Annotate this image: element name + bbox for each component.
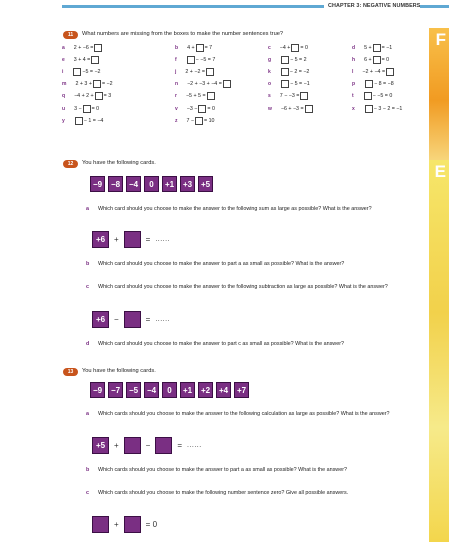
answer-dots[interactable]: ...... xyxy=(155,316,171,323)
answer-box[interactable] xyxy=(305,105,313,113)
card: +6 xyxy=(92,231,109,248)
item-letter: s xyxy=(268,93,271,100)
answer-box[interactable] xyxy=(365,105,373,113)
expression-after: − 2 = −2 xyxy=(289,69,310,76)
card-row xyxy=(90,176,213,192)
expression-before: −2 + −3 + −4 = xyxy=(187,81,222,88)
answer-box[interactable] xyxy=(95,92,103,100)
item-letter: w xyxy=(268,105,272,112)
side-tab-e: E xyxy=(429,160,449,542)
expression-before: 3 + 4 = xyxy=(73,57,91,64)
number-card: −4 xyxy=(126,176,141,192)
expression-after: = 0 xyxy=(381,57,390,64)
expression-before: 7 − −3 = xyxy=(279,93,300,100)
answer-dots[interactable]: ...... xyxy=(187,442,202,449)
blank-card[interactable] xyxy=(92,516,109,533)
number-card: −9 xyxy=(90,176,105,192)
expression-after: − −5 = 7 xyxy=(195,57,216,64)
equation-a xyxy=(92,231,170,248)
exercise-item-m xyxy=(62,80,113,88)
equals: = xyxy=(177,441,183,450)
chapter-title: CHAPTER 3: NEGATIVE NUMBERS xyxy=(328,3,421,9)
answer-box[interactable] xyxy=(386,68,394,76)
blank-card[interactable] xyxy=(124,231,141,248)
item-letter: o xyxy=(268,81,272,88)
answer-box[interactable] xyxy=(281,80,289,88)
expression-before: 4 + xyxy=(187,45,195,51)
item-letter: j xyxy=(175,69,177,76)
equation-a xyxy=(92,437,202,454)
item-letter: f xyxy=(175,57,177,64)
part-d: d Which card should you choose to make the answer to part c as small as possible? What is the answer? xyxy=(86,341,344,347)
answer-box[interactable] xyxy=(75,117,83,125)
exercise-item-t xyxy=(352,92,392,100)
number-card: +2 xyxy=(198,382,213,398)
part-c: c Which cards should you choose to make the following number sentence zero? Give all possible answers. xyxy=(86,490,349,496)
answer-box[interactable] xyxy=(93,80,101,88)
item-letter: u xyxy=(62,105,66,112)
expression-before: 2 + −6 = xyxy=(73,45,94,51)
expression-before: −4 + xyxy=(279,45,291,51)
exercise-item-e xyxy=(62,56,100,64)
part-b: b Which cards should you choose to make the answer to part a as small as possible? What is the answer? xyxy=(86,467,347,473)
expression-after: − 5 = −1 xyxy=(290,81,310,88)
question-text: You have the following cards. xyxy=(82,160,156,166)
expression-before: 2 + 3 + xyxy=(75,81,92,88)
answer-box[interactable] xyxy=(198,105,206,113)
blank-card[interactable] xyxy=(124,516,141,533)
expression-before: 5 + xyxy=(364,45,372,51)
question-badge: 12 xyxy=(63,160,78,168)
exercise-item-n xyxy=(175,80,232,88)
item-letter: g xyxy=(268,57,272,64)
expression-after: = 0 xyxy=(300,45,308,51)
blank-card[interactable] xyxy=(124,311,141,328)
answer-box[interactable] xyxy=(223,80,231,88)
exercise-item-f xyxy=(175,56,215,64)
number-card: −5 xyxy=(126,382,141,398)
item-letter: a xyxy=(62,45,65,51)
blank-card[interactable] xyxy=(124,437,141,454)
number-card: +5 xyxy=(198,176,213,192)
answer-box[interactable] xyxy=(196,44,204,52)
blank-card[interactable] xyxy=(155,437,172,454)
exercise-item-i xyxy=(62,68,101,76)
equation-c xyxy=(92,516,157,533)
answer-box[interactable] xyxy=(364,92,372,100)
part-c: c Which card should you choose to make the answer to the following subtraction as large as possible? What is the answer? xyxy=(86,284,388,290)
number-card: −7 xyxy=(108,382,123,398)
side-tab-f: F xyxy=(429,28,449,100)
expression-after: − 5 = 2 xyxy=(290,57,307,64)
expression-before: 6 + xyxy=(364,57,372,64)
item-letter: d xyxy=(352,45,356,51)
exercise-item-p xyxy=(352,80,394,88)
item-letter: h xyxy=(352,57,356,64)
expression-after: = 0 xyxy=(207,105,215,112)
side-tab-f-lower xyxy=(429,100,449,160)
answer-box[interactable] xyxy=(281,56,289,64)
number-card: −9 xyxy=(90,382,105,398)
expression-before: −3 − xyxy=(186,105,198,112)
number-card: +1 xyxy=(162,176,177,192)
item-letter: r xyxy=(175,93,177,100)
exercise-item-l xyxy=(352,68,395,76)
exercise-item-c xyxy=(268,44,308,52)
expression-before: 2 + −2 = xyxy=(185,69,205,76)
question-text: You have the following cards. xyxy=(82,368,156,374)
item-letter: e xyxy=(62,57,65,64)
answer-box[interactable] xyxy=(94,44,102,52)
item-letter: i xyxy=(62,69,64,76)
answer-box[interactable] xyxy=(83,105,91,113)
exercise-item-o xyxy=(268,80,310,88)
card: +5 xyxy=(92,437,109,454)
card-row xyxy=(90,382,249,398)
card: +6 xyxy=(92,311,109,328)
answer-box[interactable] xyxy=(373,44,381,52)
exercise-item-v xyxy=(175,105,215,113)
operator: + xyxy=(114,235,119,244)
operator: − xyxy=(114,315,119,324)
question-badge: 11 xyxy=(63,31,78,39)
item-letter: l xyxy=(352,69,354,76)
expression-before: 7 − xyxy=(186,117,195,124)
expression-after: − −5 = 0 xyxy=(372,93,393,100)
exercise-item-x xyxy=(352,105,402,113)
item-letter: n xyxy=(175,81,179,88)
expression-after: − 3 − 2 = −1 xyxy=(373,105,403,112)
equation-c xyxy=(92,311,170,328)
exercise-item-r xyxy=(175,92,216,100)
item-letter: m xyxy=(62,81,67,88)
item-letter: c xyxy=(268,45,271,51)
exercise-item-z xyxy=(175,117,214,125)
answer-box[interactable] xyxy=(365,80,373,88)
answer-box[interactable] xyxy=(91,56,99,64)
answer-box[interactable] xyxy=(300,92,308,100)
answer-box[interactable] xyxy=(187,56,195,64)
item-letter: k xyxy=(268,69,271,76)
header-rule-right xyxy=(420,5,449,8)
part-b: b Which card should you choose to make the answer to part a as small as possible? What is the answer? xyxy=(86,261,345,267)
answer-dots[interactable]: ...... xyxy=(155,236,171,243)
operator: + xyxy=(114,441,119,450)
expression-before: −4 + 2 + xyxy=(74,93,94,100)
part-a: a Which card should you choose to make the answer to the following sum as large as possible? What is the answer? xyxy=(86,206,372,212)
exercise-item-w xyxy=(268,105,314,113)
operator: − xyxy=(145,441,151,450)
expression-before: −2 + −4 = xyxy=(362,69,386,76)
question-text: What numbers are missing from the boxes to make the number sentences true? xyxy=(82,31,284,37)
number-card: 0 xyxy=(162,382,177,398)
number-card: +4 xyxy=(216,382,231,398)
equals: = xyxy=(145,235,151,244)
answer-box[interactable] xyxy=(206,68,214,76)
exercise-item-g xyxy=(268,56,307,64)
exercise-item-b xyxy=(175,44,212,52)
answer-box[interactable] xyxy=(281,68,289,76)
item-letter: y xyxy=(62,117,65,124)
exercise-item-s xyxy=(268,92,309,100)
number-card: +3 xyxy=(180,176,195,192)
item-letter: b xyxy=(175,45,179,51)
expression-after: = −2 xyxy=(101,81,113,88)
expression-after: = 7 xyxy=(204,45,213,51)
expression-after: = −1 xyxy=(381,45,393,51)
expression-after: − 1 = −4 xyxy=(83,117,104,124)
equals: = 0 xyxy=(145,520,158,529)
expression-before: −5 + 5 = xyxy=(185,93,206,100)
exercise-item-h xyxy=(352,56,389,64)
expression-before: 3 − xyxy=(74,105,82,112)
exercise-item-d xyxy=(352,44,392,52)
number-card: −8 xyxy=(108,176,123,192)
header-rule-left xyxy=(62,5,324,8)
expression-after: − 8 = −8 xyxy=(374,81,394,88)
expression-after: = 0 xyxy=(91,105,100,112)
expression-after: −5 = −2 xyxy=(82,69,101,76)
item-letter: q xyxy=(62,93,66,100)
expression-before: −6 + −3 = xyxy=(280,105,304,112)
expression-after: = 3 xyxy=(103,93,112,100)
item-letter: v xyxy=(175,105,178,112)
item-letter: p xyxy=(352,81,356,88)
exercise-item-u xyxy=(62,105,99,113)
answer-box[interactable] xyxy=(291,44,299,52)
answer-box[interactable] xyxy=(195,117,203,125)
number-card: 0 xyxy=(144,176,159,192)
exercise-item-a xyxy=(62,44,103,52)
item-letter: z xyxy=(175,117,178,124)
operator: + xyxy=(114,520,119,529)
number-card: +1 xyxy=(180,382,195,398)
expression-after: = 10 xyxy=(204,117,215,124)
item-letter: x xyxy=(352,105,355,112)
exercise-item-j xyxy=(175,68,215,76)
part-a: a Which cards should you choose to make the answer to the following calculation as large as possible? What is the answer? xyxy=(86,411,390,417)
exercise-item-q xyxy=(62,92,111,100)
number-card: +7 xyxy=(234,382,249,398)
exercise-item-y xyxy=(62,117,103,125)
item-letter: t xyxy=(352,93,354,100)
answer-box[interactable] xyxy=(373,56,381,64)
answer-box[interactable] xyxy=(207,92,215,100)
number-card: −4 xyxy=(144,382,159,398)
equals: = xyxy=(145,315,151,324)
question-badge: 13 xyxy=(63,368,78,376)
answer-box[interactable] xyxy=(73,68,81,76)
exercise-item-k xyxy=(268,68,309,76)
